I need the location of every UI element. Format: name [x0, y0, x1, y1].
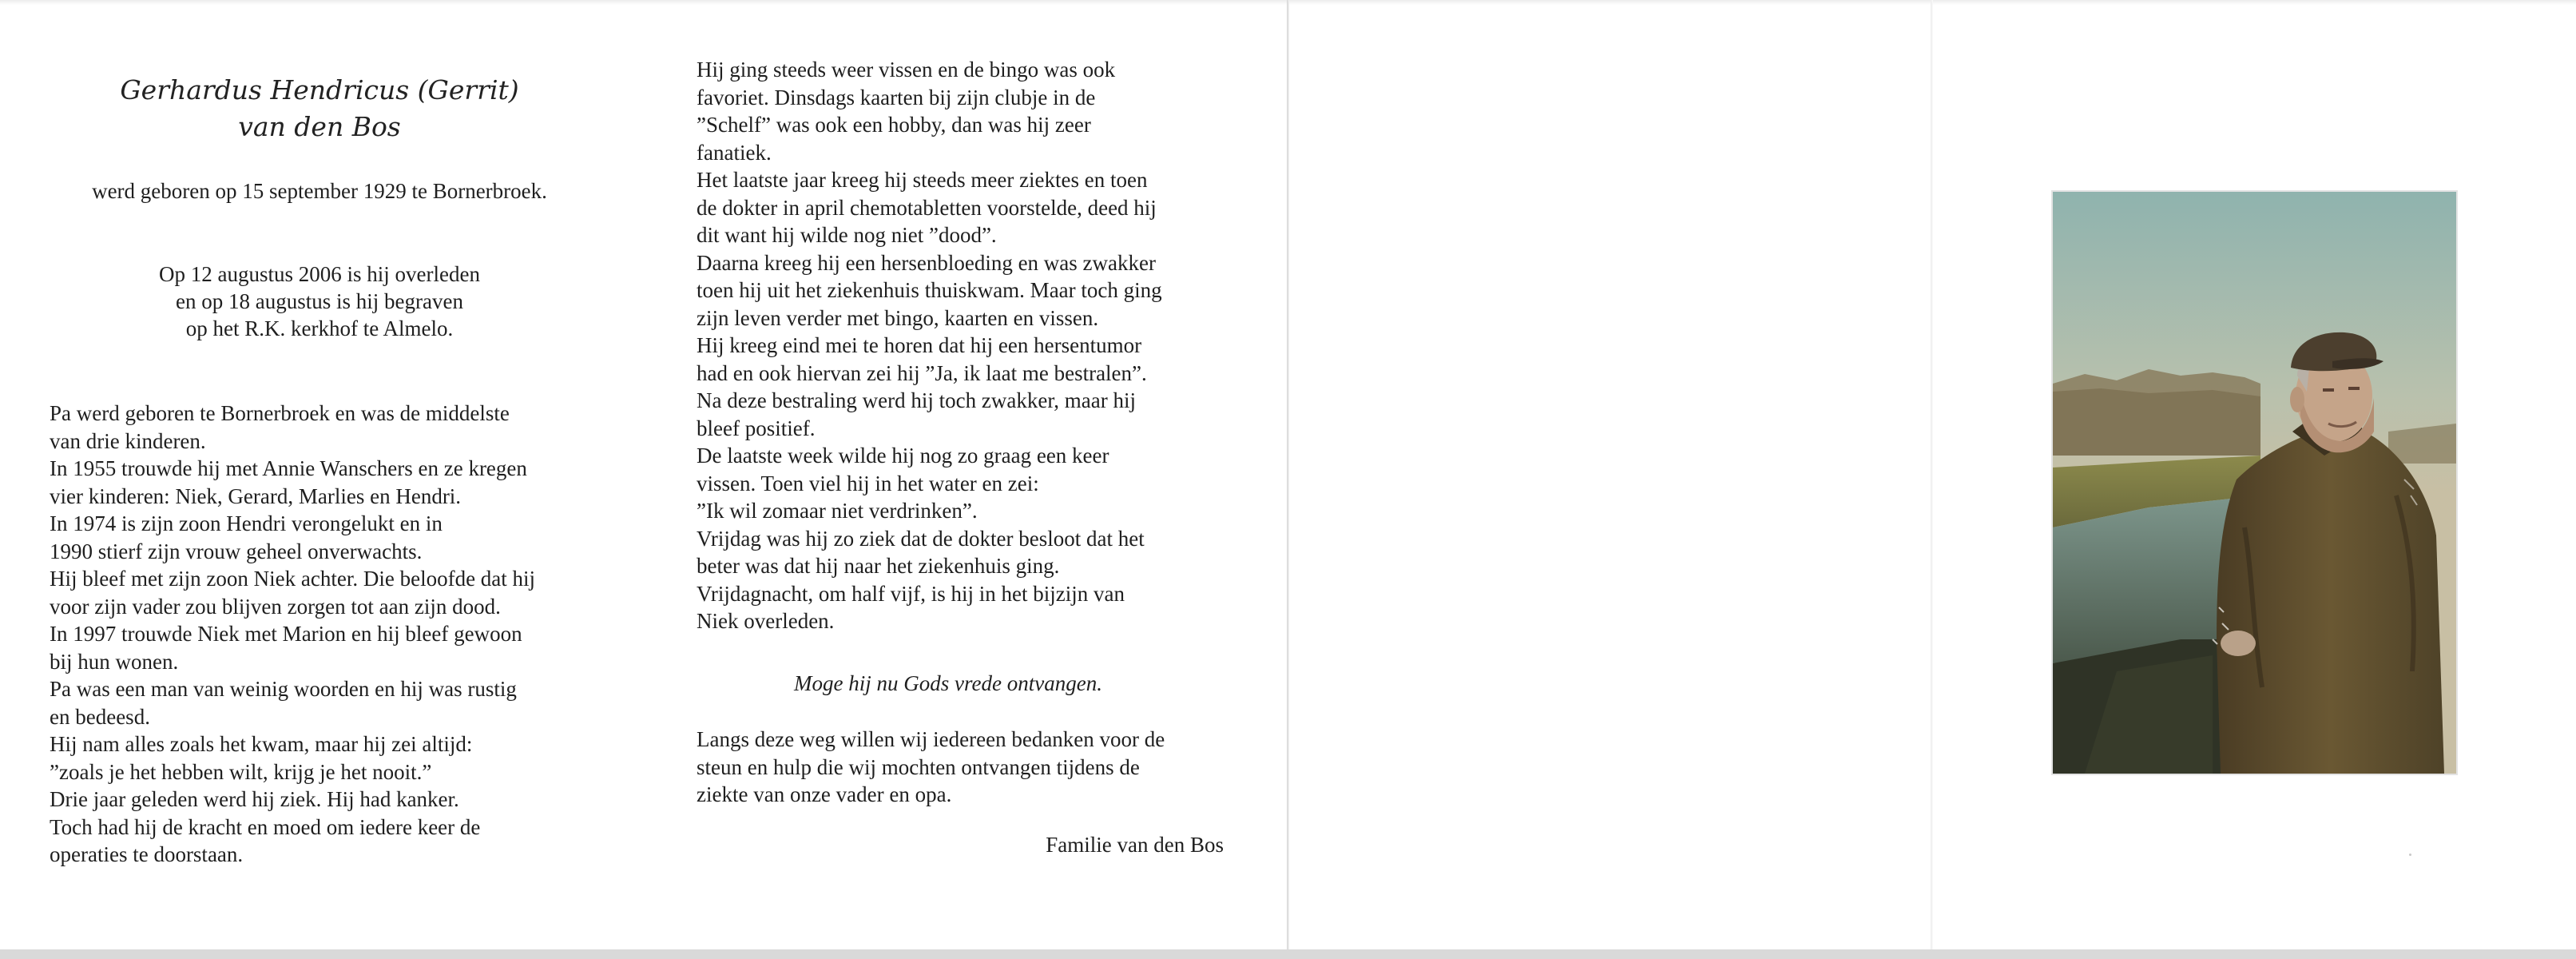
biography-line: Hij bleef met zijn zoon Niek achter. Die beloofde dat hij	[50, 567, 536, 591]
story-line: Vrijdagnacht, om half vijf, is hij in het bijzijn van	[697, 581, 1125, 606]
right-fold-line	[1931, 0, 1933, 951]
story-line: fanatiek.	[697, 140, 772, 165]
story-line: Niek overleden.	[697, 609, 835, 633]
family-signature: Familie van den Bos	[1046, 833, 1224, 857]
biography-line: van drie kinderen.	[50, 428, 206, 453]
story-line: favoriet. Dinsdags kaarten bij zijn clubje in de	[697, 85, 1096, 109]
story-line: zijn leven verder met bingo, kaarten en vissen.	[697, 305, 1099, 330]
death-line: Op 12 augustus 2006 is hij overleden	[159, 262, 480, 286]
thanks-line: Langs deze weg willen wij iedereen bedanken voor de	[697, 727, 1165, 751]
biography-line: Toch had hij de kracht en moed om iedere keer de	[50, 814, 481, 839]
biography-line: In 1974 is zijn zoon Hendri verongelukt en in	[50, 511, 443, 535]
story-line: ”Ik wil zomaar niet verdrinken”.	[697, 499, 978, 523]
biography-line: bij hun wonen.	[50, 649, 179, 674]
burial-line: en op 18 augustus is hij begraven	[176, 289, 463, 313]
panel-middle-text	[697, 56, 1256, 635]
thanks-text	[697, 726, 1256, 809]
thanks-line: steun en hulp die wij mochten ontvangen tijdens de	[697, 754, 1140, 779]
biography-text	[50, 400, 625, 869]
biography-line: In 1955 trouwde hij met Annie Wanschers en ze kregen	[50, 456, 527, 480]
story-line: Hij kreeg eind mei te horen dat hij een hersentumor	[697, 333, 1142, 357]
story-line: Daarna kreeg hij een hersenbloeding en was zwakker	[697, 250, 1156, 275]
story-line: beter was dat hij naar het ziekenhuis ging.	[697, 554, 1060, 578]
biography-line: Pa was een man van weinig woorden en hij was rustig	[50, 677, 517, 701]
story-line: toen hij uit het ziekenhuis thuiskwam. Maar toch ging	[697, 278, 1162, 302]
biography-line: operaties te doorstaan.	[50, 842, 244, 866]
scan-speck	[2409, 854, 2411, 856]
scan-bottom-edge	[0, 949, 2576, 959]
biography-line: voor zijn vader zou blijven zorgen tot aan zijn dood.	[50, 594, 501, 619]
biography-line: vier kinderen: Niek, Gerard, Marlies en Hendri.	[50, 483, 462, 508]
story-line: Na deze bestraling werd hij toch zwakker, maar hij	[697, 388, 1136, 412]
story-line: Het laatste jaar kreeg hij steeds meer ziektes en toen	[697, 168, 1148, 192]
center-fold-line	[1287, 0, 1289, 951]
deceased-name: Gerhardus Hendricus (Gerrit)	[120, 74, 519, 105]
story-line: De laatste week wilde hij nog zo graag een keer	[697, 444, 1109, 468]
biography-line: Hij nam alles zoals het kwam, maar hij zei altijd:	[50, 732, 473, 756]
story-line: Hij ging steeds weer vissen en de bingo was ook	[697, 58, 1116, 82]
cemetery-line: op het R.K. kerkhof te Almelo.	[185, 316, 454, 340]
story-line: ”Schelf” was ook een hobby, dan was hij zeer	[697, 113, 1091, 137]
story-line: vissen. Toen viel hij in het water en zei:	[697, 471, 1039, 495]
story-line: Vrijdag was hij zo ziek dat de dokter besloot dat het	[697, 526, 1145, 551]
biography-line: ”zoals je het hebben wilt, krijg je het nooit.”	[50, 759, 432, 784]
biography-line: 1990 stierf zijn vrouw geheel onverwachts.	[50, 539, 423, 563]
biography-line: en bedeesd.	[50, 704, 150, 729]
panel-left-text	[0, 0, 639, 951]
prayer-line: Moge hij nu Gods vrede ontvangen.	[794, 671, 1102, 695]
birth-line: werd geboren op 15 september 1929 te Bornerbroek.	[92, 179, 547, 203]
story-line: had en ook hiervan zei hij ”Ja, ik laat me bestralen”.	[697, 360, 1147, 385]
story-line: de dokter in april chemotabletten voorstelde, deed hij	[697, 195, 1157, 220]
thanks-line: ziekte van onze vader en opa.	[697, 782, 952, 806]
biography-line: In 1997 trouwde Niek met Marion en hij bleef gewoon	[50, 622, 522, 646]
biography-line: Pa werd geboren te Bornerbroek en was de middelste	[50, 401, 510, 425]
biography-line: Drie jaar geleden werd hij ziek. Hij had kanker.	[50, 787, 459, 811]
story-line: bleef positief.	[697, 416, 816, 440]
portrait-photo	[2051, 190, 2458, 775]
story-line: dit want hij wilde nog niet ”dood”.	[697, 223, 997, 247]
deceased-surname: van den Bos	[238, 111, 401, 142]
